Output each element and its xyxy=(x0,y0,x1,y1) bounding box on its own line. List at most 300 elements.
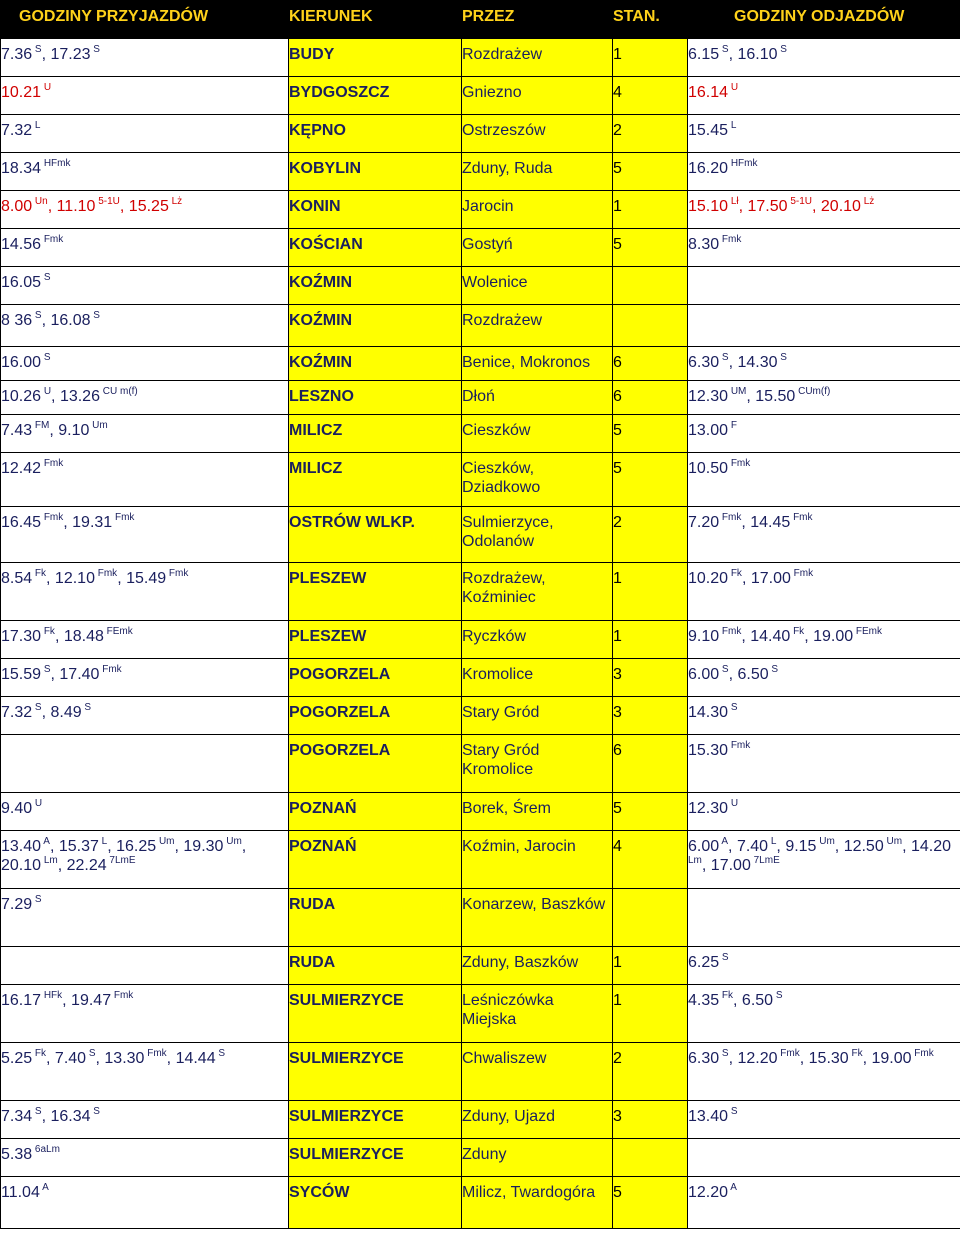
time-entry xyxy=(67,857,136,874)
time-value: 12.20 xyxy=(737,1050,778,1067)
table-row xyxy=(1,115,960,153)
time-entry xyxy=(688,422,737,439)
departure-times: 6.30 $^S$, 14.30 $^S$ xyxy=(688,347,960,381)
via-stops: Cieszków xyxy=(462,415,613,453)
time-entry xyxy=(688,84,738,101)
time-annotation: Fmk xyxy=(111,990,134,1001)
destination: KOŹMIN xyxy=(289,347,462,381)
time-entry xyxy=(737,46,787,63)
time-value: 14.45 xyxy=(750,514,791,531)
time-annotation: F xyxy=(728,420,737,431)
time-value: 13.30 xyxy=(104,1050,145,1067)
destination: POGORZELA xyxy=(289,697,462,735)
time-value: 15.59 xyxy=(1,666,42,683)
time-annotation: S xyxy=(719,44,729,55)
time-entry xyxy=(55,570,117,587)
time-annotation: S xyxy=(90,310,100,321)
time-annotation: S xyxy=(32,894,42,905)
via-stops: Ryczków xyxy=(462,621,613,659)
time-annotation: Fmk xyxy=(41,234,64,245)
time-entry xyxy=(688,1050,729,1067)
departure-times xyxy=(688,267,960,305)
time-value: 4.35 xyxy=(688,992,720,1009)
table-row xyxy=(1,889,960,947)
via-stops: Konarzew, Baszków xyxy=(462,889,613,947)
stand-number: 2 xyxy=(613,1043,688,1101)
time-annotation: A xyxy=(39,1182,49,1193)
time-annotation: S xyxy=(773,990,783,1001)
time-annotation: U xyxy=(728,82,739,93)
time-value: 16.14 xyxy=(688,84,729,101)
time-value: 15.50 xyxy=(755,388,796,405)
departure-times: 4.35 $^{Fk}$, 6.50 $^S$ xyxy=(688,985,960,1043)
departure-times xyxy=(688,1177,960,1229)
time-value: 6.15 xyxy=(688,46,720,63)
time-value: 8.00 xyxy=(1,198,33,215)
table-row xyxy=(1,1139,960,1177)
time-annotation: Lm xyxy=(41,855,58,866)
departure-times xyxy=(688,889,960,947)
table-row xyxy=(1,1043,960,1101)
time-value: 16.00 xyxy=(1,354,42,371)
table-row xyxy=(1,735,960,793)
time-entry xyxy=(50,312,100,329)
time-annotation: S xyxy=(86,1048,96,1059)
time-entry xyxy=(688,800,738,817)
time-entry xyxy=(809,1050,863,1067)
via-stops: Gostyń xyxy=(462,229,613,267)
time-value: 17.30 xyxy=(1,628,42,645)
destination: POZNAŃ xyxy=(289,793,462,831)
time-value: 13.26 xyxy=(59,388,100,405)
time-entry xyxy=(176,1050,226,1067)
time-annotation: S xyxy=(32,44,42,55)
time-value: 14.44 xyxy=(175,1050,216,1067)
time-entry xyxy=(748,198,813,215)
table-row xyxy=(1,985,960,1043)
time-annotation: U xyxy=(728,798,739,809)
via-stops: Wolenice xyxy=(462,267,613,305)
via-stops: Dłoń xyxy=(462,381,613,415)
arrival-times xyxy=(1,453,289,507)
time-entry xyxy=(50,46,100,63)
time-entry xyxy=(1,274,51,291)
destination: POGORZELA xyxy=(289,659,462,697)
table-row xyxy=(1,347,960,381)
time-entry xyxy=(1,460,63,477)
time-entry xyxy=(1,160,71,177)
time-entry xyxy=(750,514,812,531)
table-row xyxy=(1,697,960,735)
time-entry xyxy=(688,628,741,645)
time-annotation: Um xyxy=(89,420,108,431)
stand-number: 6 xyxy=(613,347,688,381)
time-entry xyxy=(1,1108,42,1125)
time-value: 9.10 xyxy=(688,628,720,645)
time-value: 15.10 xyxy=(688,198,729,215)
time-annotation: A xyxy=(728,1182,737,1193)
stand-number xyxy=(613,267,688,305)
time-annotation: A xyxy=(719,836,729,847)
time-entry xyxy=(688,838,728,855)
time-annotation: S xyxy=(728,1106,738,1117)
time-annotation: S xyxy=(719,1048,729,1059)
time-value: 20.10 xyxy=(820,198,861,215)
destination: LESZNO xyxy=(289,381,462,415)
table-row xyxy=(1,39,960,77)
departure-times xyxy=(688,453,960,507)
table-row xyxy=(1,191,960,229)
time-annotation: Fk xyxy=(848,1048,863,1059)
arrival-times xyxy=(1,77,289,115)
time-entry xyxy=(737,1050,799,1067)
time-value: 14.30 xyxy=(688,704,729,721)
via-stops: Rozdrażew xyxy=(462,305,613,347)
arrival-times xyxy=(1,267,289,305)
time-entry xyxy=(737,354,787,371)
time-annotation: S xyxy=(90,1106,100,1117)
time-annotation: S xyxy=(728,702,738,713)
time-value: 16.25 xyxy=(116,838,157,855)
time-annotation: S xyxy=(768,664,779,675)
time-entry xyxy=(1,236,63,253)
time-annotation: Fmk xyxy=(911,1048,934,1059)
table-row xyxy=(1,1177,960,1229)
stand-number xyxy=(613,889,688,947)
time-annotation: U xyxy=(41,386,52,397)
time-annotation: U xyxy=(41,82,52,93)
time-annotation: HFmk xyxy=(728,158,758,169)
destination: SULMIERZYCE xyxy=(289,985,462,1043)
via-stops: Cieszków, Dziadkowo xyxy=(462,453,613,507)
departure-times xyxy=(688,735,960,793)
time-value: 14.20 xyxy=(910,838,952,855)
time-annotation: Fmk xyxy=(790,568,814,579)
time-value: 15.49 xyxy=(126,570,167,587)
time-value: 6.50 xyxy=(737,666,769,683)
time-value: 17.23 xyxy=(50,46,91,63)
via-stops: Jarocin xyxy=(462,191,613,229)
time-annotation: Um xyxy=(156,836,175,847)
time-value: 13.40 xyxy=(688,1108,729,1125)
destination: BUDY xyxy=(289,39,462,77)
time-annotation: Fk xyxy=(32,1048,47,1059)
time-value: 15.30 xyxy=(688,742,729,759)
time-value: 10.20 xyxy=(688,570,729,587)
time-value: 15.30 xyxy=(808,1050,849,1067)
stand-number: 1 xyxy=(613,985,688,1043)
time-entry xyxy=(688,704,738,721)
arrival-times: 10.26 $^U$, 13.26 $^{CU m(f)}$ xyxy=(1,381,289,415)
time-value: 19.30 xyxy=(183,838,224,855)
time-entry xyxy=(50,704,91,721)
time-value: 15.37 xyxy=(58,838,99,855)
destination: SULMIERZYCE xyxy=(289,1043,462,1101)
time-value: 6.30 xyxy=(688,354,720,371)
time-annotation: Fmk xyxy=(719,234,742,245)
table-row xyxy=(1,507,960,563)
via-stops: Stary Gród Kromolice xyxy=(462,735,613,793)
time-annotation: CU m(f) xyxy=(99,386,138,397)
time-value: 9.15 xyxy=(785,838,817,855)
time-annotation: Fmk xyxy=(777,1048,800,1059)
via-stops: Stary Gród xyxy=(462,697,613,735)
time-entry xyxy=(183,838,241,855)
via-stops: Leśniczówka Miejska xyxy=(462,985,613,1043)
destination: POZNAŃ xyxy=(289,831,462,889)
arrival-times: 17.30 $^{Fk}$, 18.48 $^{FEmk}$ xyxy=(1,621,289,659)
departure-times: 6.15 $^S$, 16.10 $^S$ xyxy=(688,39,960,77)
time-annotation: U xyxy=(32,798,43,809)
stand-number: 3 xyxy=(613,697,688,735)
via-stops: Zduny, Baszków xyxy=(462,947,613,985)
time-value: 14.40 xyxy=(750,628,791,645)
table-row xyxy=(1,831,960,889)
time-annotation: Fmk xyxy=(728,740,751,751)
stand-number: 1 xyxy=(613,947,688,985)
time-value: 9.40 xyxy=(1,800,33,817)
time-value: 7.34 xyxy=(1,1108,33,1125)
via-stops: Gniezno xyxy=(462,77,613,115)
departure-times xyxy=(688,415,960,453)
departure-times xyxy=(688,77,960,115)
arrival-times: 7.43 $^{FM}$, 9.10 $^{Um}$ xyxy=(1,415,289,453)
stand-number: 5 xyxy=(613,229,688,267)
time-entry xyxy=(1,198,48,215)
table-row xyxy=(1,793,960,831)
time-entry xyxy=(1,896,42,913)
stand-number xyxy=(613,1139,688,1177)
time-value: 10.26 xyxy=(1,388,42,405)
via-stops: Sulmierzyce, Odolanów xyxy=(462,507,613,563)
time-annotation: HFmk xyxy=(41,158,71,169)
time-value: 5.38 xyxy=(1,1146,33,1163)
time-value: 18.34 xyxy=(1,160,42,177)
time-value: 16.05 xyxy=(1,274,42,291)
table-row xyxy=(1,621,960,659)
time-value: 11.10 xyxy=(56,198,96,215)
time-entry xyxy=(50,1108,100,1125)
time-annotation: S xyxy=(719,352,729,363)
time-annotation: 5-1U xyxy=(787,196,812,207)
time-value: 16.17 xyxy=(1,992,42,1009)
time-entry xyxy=(688,198,739,215)
time-annotation: A xyxy=(41,836,50,847)
time-value: 10.21 xyxy=(1,84,42,101)
time-entry xyxy=(688,742,750,759)
departure-times xyxy=(688,697,960,735)
time-entry xyxy=(737,838,776,855)
time-entry xyxy=(1,388,51,405)
table-row xyxy=(1,267,960,305)
via-stops: Zduny, Ujazd xyxy=(462,1101,613,1139)
time-annotation: FEmk xyxy=(103,626,133,637)
destination: KOBYLIN xyxy=(289,153,462,191)
time-value: 12.42 xyxy=(1,460,42,477)
time-annotation: S xyxy=(81,702,92,713)
time-value: 7.40 xyxy=(736,838,769,855)
time-entry xyxy=(688,388,746,405)
time-entry xyxy=(821,198,874,215)
time-entry xyxy=(1,122,40,139)
stand-number xyxy=(613,305,688,347)
time-annotation: Lł xyxy=(728,196,739,207)
time-entry xyxy=(59,838,107,855)
time-entry xyxy=(688,570,742,587)
destination: POGORZELA xyxy=(289,735,462,793)
departure-times: 6.00 $^A$, 7.40 $^L$, 9.15 $^{Um}$, 12.50 $^{Um}$, 14.20 $^{Lm}$, 17.00 $^{7LmE}$ xyxy=(688,831,960,889)
time-entry xyxy=(72,514,134,531)
time-annotation: FEmk xyxy=(853,626,883,637)
via-stops: Benice, Mokronos xyxy=(462,347,613,381)
time-value: 8.30 xyxy=(688,236,720,253)
stand-number: 6 xyxy=(613,381,688,415)
time-annotation: Fmk xyxy=(99,664,122,675)
time-annotation: Fmk xyxy=(719,626,742,637)
stand-number: 3 xyxy=(613,659,688,697)
table-row xyxy=(1,453,960,507)
time-entry xyxy=(58,422,107,439)
arrival-times: 13.40 $^A$, 15.37 $^L$, 16.25 $^{Um}$, 19.30 $^{Um}$, 20.10 $^{Lm}$, 22.24 $^{7LmE}$ xyxy=(1,831,289,889)
time-value: 14.56 xyxy=(1,236,42,253)
time-annotation: HFk xyxy=(41,990,63,1001)
time-entry xyxy=(60,388,138,405)
time-entry xyxy=(1,838,50,855)
departure-times: 6.00 $^S$, 6.50 $^S$ xyxy=(688,659,960,697)
time-entry xyxy=(688,666,729,683)
time-value: 17.00 xyxy=(710,857,751,874)
stand-number: 4 xyxy=(613,831,688,889)
time-value: 9.10 xyxy=(58,422,90,439)
time-entry xyxy=(64,628,133,645)
departure-times xyxy=(688,229,960,267)
destination: PLESZEW xyxy=(289,563,462,621)
time-entry xyxy=(1,514,63,531)
time-value: 16.08 xyxy=(50,312,91,329)
time-annotation: Fmk xyxy=(144,1048,167,1059)
time-annotation: S xyxy=(32,1106,42,1117)
stand-number: 2 xyxy=(613,507,688,563)
time-annotation: Fmk xyxy=(719,512,742,523)
departure-times: 6.30 $^S$, 12.20 $^{Fmk}$, 15.30 $^{Fk}$, 19.00 $^{Fmk}$ xyxy=(688,1043,960,1101)
time-value: 7.32 xyxy=(1,704,33,721)
time-value: 19.00 xyxy=(871,1050,912,1067)
time-entry xyxy=(1,84,51,101)
time-annotation: S xyxy=(777,44,787,55)
time-annotation: Fmk xyxy=(94,568,118,579)
destination: KONIN xyxy=(289,191,462,229)
time-annotation: L xyxy=(98,836,108,847)
stand-number: 5 xyxy=(613,1177,688,1229)
time-value: 14.30 xyxy=(737,354,778,371)
time-entry xyxy=(1,704,42,721)
time-entry xyxy=(1,1146,60,1163)
time-annotation: Lż xyxy=(860,196,875,207)
time-annotation: Um xyxy=(223,836,242,847)
time-annotation: S xyxy=(719,952,729,963)
time-value: 5.25 xyxy=(1,1050,33,1067)
arrival-times: 16.17 $^{HFk}$, 19.47 $^{Fmk}$ xyxy=(1,985,289,1043)
time-value: 6.25 xyxy=(688,954,720,971)
time-annotation: Um xyxy=(816,836,835,847)
time-annotation: Um xyxy=(883,836,903,847)
time-entry xyxy=(59,666,121,683)
destination: OSTRÓW WLKP. xyxy=(289,507,462,563)
time-annotation: Fmk xyxy=(112,512,135,523)
stand-number: 3 xyxy=(613,1101,688,1139)
time-value: 16.10 xyxy=(737,46,778,63)
time-annotation: S xyxy=(777,352,787,363)
time-entry xyxy=(755,388,830,405)
arrival-times: 16.45 $^{Fmk}$, 19.31 $^{Fmk}$ xyxy=(1,507,289,563)
time-value: 15.25 xyxy=(128,198,169,215)
arrival-times xyxy=(1,115,289,153)
arrival-times xyxy=(1,947,289,985)
time-entry xyxy=(742,992,783,1009)
time-entry xyxy=(1,354,51,371)
destination: BYDGOSZCZ xyxy=(289,77,462,115)
time-value: 12.30 xyxy=(688,388,729,405)
destination: KOŹMIN xyxy=(289,267,462,305)
departure-times xyxy=(688,115,960,153)
destination: KOŚCIAN xyxy=(289,229,462,267)
stand-number: 5 xyxy=(613,793,688,831)
time-value: 7.40 xyxy=(54,1050,87,1067)
via-stops: Milicz, Twardogóra xyxy=(462,1177,613,1229)
time-value: 11.04 xyxy=(1,1184,40,1201)
time-annotation: Fmk xyxy=(728,458,751,469)
table-row xyxy=(1,77,960,115)
time-annotation: S xyxy=(41,272,51,283)
stand-number: 1 xyxy=(613,621,688,659)
arrival-times: 7.32 $^S$, 8.49 $^S$ xyxy=(1,697,289,735)
via-stops: Ostrzeszów xyxy=(462,115,613,153)
time-annotation: UM xyxy=(728,386,747,397)
timetable-header xyxy=(1,1,960,39)
time-annotation: L xyxy=(728,120,737,131)
time-annotation: CUm(f) xyxy=(795,386,831,397)
time-annotation: L xyxy=(32,120,41,131)
via-stops: Borek, Śrem xyxy=(462,793,613,831)
arrival-times xyxy=(1,1139,289,1177)
time-entry xyxy=(813,628,882,645)
time-value: 22.24 xyxy=(66,857,107,874)
departure-times xyxy=(688,947,960,985)
time-value: 7.20 xyxy=(688,514,720,531)
time-entry xyxy=(1,1050,46,1067)
arrival-times: 8.54 $^{Fk}$, 12.10 $^{Fmk}$, 15.49 $^{Fmk}$ xyxy=(1,563,289,621)
destination: SULMIERZYCE xyxy=(289,1139,462,1177)
time-value: 12.50 xyxy=(843,838,884,855)
time-value: 7.36 xyxy=(1,46,33,63)
time-annotation: Fmk xyxy=(166,568,189,579)
time-value: 6.00 xyxy=(688,838,720,855)
time-entry xyxy=(785,838,834,855)
time-value: 18.48 xyxy=(63,628,104,645)
stand-number: 5 xyxy=(613,415,688,453)
time-entry xyxy=(1,992,62,1009)
destination: KĘPNO xyxy=(289,115,462,153)
time-entry xyxy=(688,354,729,371)
time-value: 16.45 xyxy=(1,514,42,531)
time-annotation: 7LmE xyxy=(106,855,136,866)
table-row xyxy=(1,1101,960,1139)
time-entry xyxy=(1,666,51,683)
stand-number: 4 xyxy=(613,77,688,115)
arrival-times: 8.00 $^{Un}$, 11.10 $^{5-1U}$, 15.25 $^{Lż}$ xyxy=(1,191,289,229)
time-annotation: Lż xyxy=(168,196,183,207)
time-annotation: S xyxy=(41,664,51,675)
